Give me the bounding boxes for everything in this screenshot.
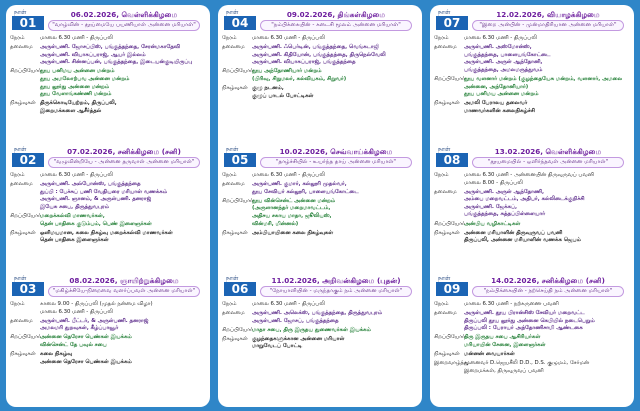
speaker-row (222, 198, 418, 228)
day-details (10, 301, 206, 368)
day-label: நாள் (438, 275, 451, 282)
row-value: குழந்தைகளுக்கான அன்னை மரியாள் மாறுவேடப் போட்டி (252, 335, 345, 350)
day-details (222, 301, 418, 353)
day-date: 13.02.2026, வெள்ளிக்கிழமை (494, 147, 602, 156)
event-row (222, 230, 418, 238)
presiding-row (434, 310, 630, 333)
row-value: அருள்பணி. ஜோசப்பிஸ், பங்குத்தந்தை, சேரன்மகாதேவி அருள்பணி. வியாகப்பராஜ், ஆயர் இல்லம் அருள்பணி. சின்னப்பன், பங்குத்தந்தை, இடையன்குடியிருப்பு (40, 44, 193, 66)
row-value: மாலை 6.30 மணி - திருப்பலி (40, 172, 113, 178)
time-row (10, 301, 206, 316)
row-value: அருள்பணி. அலெக்ஸ், பங்குத்தந்தை, திருத்துவபுரம் அருள்பணி. ஜோசப், பங்குத்தந்தை (252, 310, 383, 324)
time-row (222, 301, 418, 309)
event-row (222, 85, 418, 100)
presiding-row (222, 310, 418, 325)
event-row (434, 351, 630, 359)
row-label: தலைமை (434, 44, 457, 51)
row-value: அன்பிய வழிகாட்டிகள் (464, 220, 521, 227)
day-theme: "தாழ்ச்சியில் - உயர்ந்த தாய் அன்னை மரியாள்" (260, 157, 412, 168)
time-row (222, 35, 418, 43)
row-value: குழு நடனம், குழுப் பாடல் போட்டிகள் (252, 85, 314, 99)
row-value: அன்னை தெரேசா பெண்கள் இயக்கம் வின்சென்ட் தே பவுல் சபை (40, 334, 132, 348)
row-value: ஒளிமயமான, கலை நிகழ்வு மறைக்கல்வி மாணவர்கள் தென் பாதிகை இளைஞர்கள் (40, 229, 173, 244)
row-label: நேரம் (222, 172, 237, 178)
day-label: நாள் (438, 146, 451, 153)
row-label: சிறப்பியோர் (222, 68, 253, 75)
row-label: சிறப்பியோர் (222, 326, 253, 333)
row-label: நேரம் (10, 301, 25, 307)
row-label: தலைமை (10, 181, 33, 188)
row-value: அன்னை மரியாளின் திருவுருவப் பவனி திருப்பலி, அன்னை மரியாளின் வணக்க ஜெபம் (464, 229, 581, 244)
day-number: 06 (224, 282, 256, 296)
row-value: அருள்பணி. தூய பிரான்சிஸ் சேவியர் மறைவட்ட திருப்பலி தூய லூர்து அன்னை கெபியில் நடைபெறும் திருப்பலி : பேராயர் அந்தோணிசாமி ஆண்டகை (464, 310, 595, 332)
row-value: கலை நிகழ்வு அன்னை தெரேசா பெண்கள் இயக்கம் (40, 351, 132, 365)
speaker-row (434, 221, 630, 229)
row-value: திருக்கொடியேற்றம், திருப்பலி, இறைமக்களை ஆசீர்த்தல் (40, 100, 117, 114)
row-value: மாலை 6.30 மணி - திருப்பலி (40, 35, 113, 41)
row-label: சிறப்பியோர் (10, 212, 41, 219)
row-value: அமலி பேராலய தலைவர் மாணவர்களின் கலைநிகழ்ச்சி (464, 100, 535, 114)
day-theme: "வாழ்வின் - தூய்மையே பயணியாள் அன்னை மரியாள்" (48, 20, 200, 31)
day-number: 03 (12, 282, 44, 296)
row-label: இறைவாழ்த்து (434, 360, 469, 367)
row-value: மாலை 6.30 மணி - திருப்பலி (252, 35, 325, 41)
day-details (434, 35, 630, 117)
row-value: அருள்பணி. அஸ்மோன்ஸ், பங்குத்தந்தை, பாளையங்கோட்டை அருள்பணி. அருள் ஆந்தோனி, பங்குத்தந்தை, அமலமருத்துவம் (464, 44, 551, 73)
presiding-row (434, 44, 630, 74)
row-label: நிகழ்வுகள் (222, 85, 248, 92)
event-row (10, 230, 206, 245)
row-value: மாலை 6.30 மணி - நற்கருணை பவனி (464, 301, 559, 307)
day-theme: "வழுவின்றியே - அன்னை தருவாள் அன்னை மரியாள்" (48, 157, 200, 168)
event-row (434, 230, 630, 245)
row-label: நேரம் (222, 301, 237, 307)
row-label: சிறப்பியோர் (222, 197, 253, 204)
row-label: நேரம் (434, 301, 449, 307)
row-label: நேரம் (434, 35, 449, 41)
schedule-column-3 (430, 5, 634, 407)
row-value: மாலை 6.30 மணி - அன்னையின் திருவுருவப் பவனி மாலை 8.00 - திருப்பலி (464, 172, 594, 186)
speaker-row (10, 334, 206, 349)
row-label: தலைமை (222, 44, 245, 51)
day-label: நாள் (226, 146, 239, 153)
row-label: தலைமை (10, 44, 33, 51)
day-label: நாள் (438, 9, 451, 16)
day-theme: "இறை அன்பின் - முன்மாதிரியான அன்னை மரியாள்" (472, 20, 624, 31)
day-theme: "மகிழ்ச்சியே-நிறைவை வளர்ப்பவள் அன்னை மரியாள்" (48, 286, 200, 297)
row-label: நிகழ்வுகள் (222, 335, 248, 342)
day-label: நாள் (14, 275, 27, 282)
row-label: தலைமை (222, 310, 245, 317)
day-label: நாள் (14, 146, 27, 153)
day-details (434, 172, 630, 246)
row-value: மாலை 6.30 மணி - திருப்பலி (252, 301, 325, 307)
row-value: திரு இருதய சபை ஆசிரியர்கள் மரியாயின் சேனை, இளைஞர்கள் (464, 334, 546, 348)
presiding-row (222, 44, 418, 67)
speaker-row (222, 327, 418, 335)
time-row (10, 35, 206, 43)
day-date: 11.02.2026, அறிவன்கிழமை (புதன்) (271, 276, 401, 285)
row-value: அம்பியாயினை கலை நிகழ்வுகள் (252, 229, 334, 236)
day-label: நாள் (14, 9, 27, 16)
day-theme: "நம்பிக்கையின் - நற்செய்தி நம் அன்னை மரியாள்" (472, 286, 624, 297)
row-label: நிகழ்வுகள் (434, 351, 460, 358)
time-row (434, 301, 630, 309)
row-label: தலைமை (434, 188, 457, 195)
day-number: 05 (224, 153, 256, 167)
day-theme: "நோயாளியின் - மருந்தாகும் நம் அன்னை மரியாள்" (260, 286, 412, 297)
row-label: தலைமை (434, 310, 457, 317)
row-value: அருள்பணி. குமார், கல்லூரி முதல்வர், தூய சேவியர் கல்லூரி, பாளையங்கோட்டை (252, 181, 359, 195)
event-row (434, 100, 630, 115)
day-label: நாள் (226, 9, 239, 16)
row-label: நிகழ்வுகள் (434, 100, 460, 107)
schedule-column-1 (6, 5, 210, 407)
day-details (10, 35, 206, 117)
speaker-row (434, 76, 630, 99)
day-date: 10.02.2026, செவ்வாய்க்கிழமை (279, 147, 393, 156)
speaker-row (10, 213, 206, 228)
row-value: அருள்பணி. பீட்டர், & அருள்பணி. தனராஜ் அமலமரி துறவுகள், கீழ்ப்பாவூர் (40, 317, 149, 332)
row-label: தலைமை (222, 181, 245, 188)
row-label: நேரம் (10, 172, 25, 178)
row-value: மன்னன் வையார்கள் (464, 351, 515, 358)
day-date: 14.02.2026, சனிக்கிழமை (சனி) (491, 276, 605, 285)
day-number: 04 (224, 16, 256, 30)
presiding-row (10, 318, 206, 333)
row-label: சிறப்பியோர் (10, 334, 41, 341)
day-number: 07 (436, 16, 468, 30)
row-label: நேரம் (222, 35, 237, 41)
row-value: தூய அந்தோணியார் மன்றம் (பிரிவு, சிறுமலர், கல்வியகம், சிறுவர்) (252, 68, 347, 82)
speaker-row (222, 68, 418, 83)
row-value: மாதா சபை, திரு இருதய துணைவர்கள் இயக்கம் (252, 326, 371, 333)
day-details (10, 172, 206, 246)
row-label: நிகழ்வுகள் (10, 100, 36, 107)
row-label: சிறப்பியோர் (434, 220, 465, 227)
day-date: 12.02.2026, வியாழக்கிழமை (496, 10, 600, 19)
day-details (222, 172, 418, 239)
row-value: தூய பனிமய அன்னை மன்றம் தூய அமலோற்பவ அன்னை மன்றம் தூய லூர்து அன்னை மன்றம் தூய வேளாங்கண்ணி மன்றம் (40, 68, 130, 98)
speaker-row (434, 334, 630, 349)
row-value: அருள்பணி. அருள் ஆந்தோணி, அம்பை மறைவட்டம், அதிபர், கல்லிடைக்குறிச்சி அருள்பணி. ஜேக்கப், பங்குத்தந்தை, சுத்தப்பிள்ளையார் (464, 188, 585, 218)
day-theme: "தூயமையில் - ஒளிர்ந்தவள் அன்னை மரியாள்" (472, 157, 624, 168)
day-number: 08 (436, 153, 468, 167)
day-details (222, 35, 418, 102)
row-label: நிகழ்வுகள் (222, 229, 248, 236)
row-label: நேரம் (434, 172, 449, 178)
row-value: தூய வளனார் மன்றம் (குழந்தையேசு மன்றம், வளனார், அமலை அன்னை, அந்தோனியார்) தூய பனிமய அன்னை மன்றம் (464, 75, 623, 98)
presiding-row (434, 189, 630, 219)
presiding-row (10, 44, 206, 67)
event-row (10, 100, 206, 115)
row-value: அருள்பணி. அல்போன்ஸ், பங்குத்தந்தை துப்பி : பேச்சுப் பணி வேதியரை மரியாள் வணக்கம் அருள்பணி. ஞானம், & அருள்பணி. தனராஜ் இயேசு சபை, திருத்துவபுரம் (40, 181, 168, 210)
day-theme: "நம்பிக்கையின் - கடைசி மூலம் அன்னை மரியாள்" (260, 20, 412, 31)
day-date: 07.02.2026, சனிக்கிழமை (சனி) (67, 147, 181, 156)
row-value: மாலை 6.30 மணி - திருப்பலி (464, 35, 537, 41)
row-value: காலை 9.00 - திருப்பலி (முதல் நன்மை விழா) மாலை 6.30 மணி - திருப்பலி (40, 301, 153, 315)
time-row (10, 172, 206, 180)
presiding-row (10, 181, 206, 211)
time-row (434, 35, 630, 43)
row-label: சிறப்பியோர் (434, 75, 465, 82)
row-label: நிகழ்வுகள் (10, 229, 36, 236)
day-number: 02 (12, 153, 44, 167)
day-number: 09 (436, 282, 468, 296)
row-value: முனைவர் D.ஜெயசீலி D.D., D.S. குழுமம், சேர்மன் இறைமக்கள், திருவுருவப் பவனி (464, 360, 590, 374)
row-value: மாலை 6.30 மணி - திருப்பலி (252, 172, 325, 178)
day-label: நாள் (226, 275, 239, 282)
event-row (10, 351, 206, 366)
day-number: 01 (12, 16, 44, 30)
speaker-row (10, 68, 206, 98)
row-label: சிறப்பியோர் (434, 334, 465, 341)
day-date: 09.02.2026, திங்கள்கிழமை (286, 10, 386, 19)
presiding-row (222, 181, 418, 196)
event-row (222, 336, 418, 351)
day-details (434, 301, 630, 377)
row-value: மறைக்கல்வி மாணவர்கள், தென் பாதிகை குடும்பம், பெண் இளைஞர்கள் (40, 212, 152, 227)
row-value: அருள்பணி. ஃபெர்டின், பங்குத்தந்தை, வெங்கடாஜி அருள்பணி. கிதியோன், பங்குத்தந்தை, திருநெல்வேலி அருள்பணி. வியாகப்பராஜ், பங்குத்தந்தை (252, 44, 386, 66)
row-label: நிகழ்வுகள் (10, 351, 36, 358)
time-row (222, 172, 418, 180)
row-label: நேரம் (10, 35, 25, 41)
row-value: தூய வின்சென்ட் அன்னை மன்றம் (அருளானந்தர் மறைமாவட்டம், அதிசய சகாய மாதா, ஜூலியஸ், வின்மரி, மின்னல்) (252, 197, 336, 227)
greeting-row (434, 360, 630, 375)
schedule-column-2 (218, 5, 422, 407)
day-date: 06.02.2026, வெள்ளிக்கிழமை (70, 10, 178, 19)
day-date: 08.02.2026, ஞாயிற்றுக்கிழமை (69, 276, 179, 285)
row-label: தலைமை (10, 317, 33, 324)
time-row (434, 172, 630, 187)
row-label: சிறப்பியோர் (10, 68, 41, 75)
row-label: நிகழ்வுகள் (434, 229, 460, 236)
